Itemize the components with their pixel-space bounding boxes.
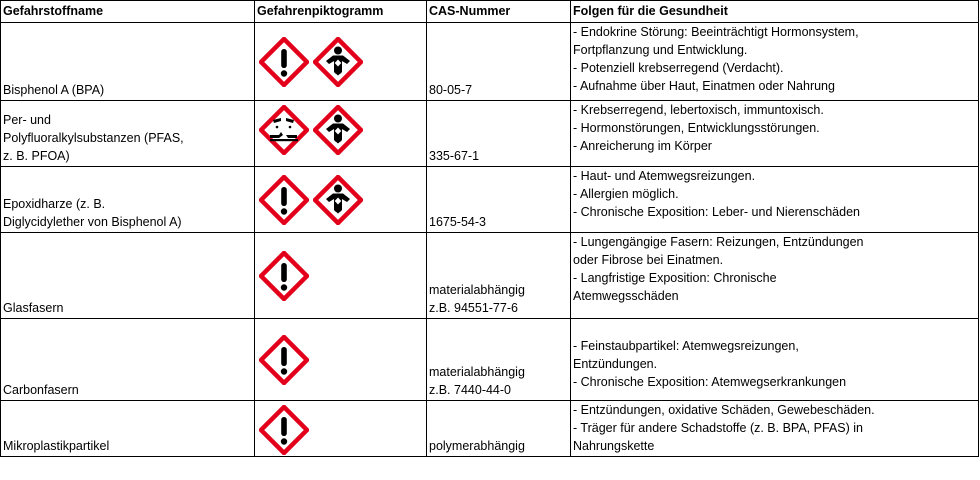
health-effect-line: - Entzündungen, oxidative Schäden, Gewebeschäden.	[573, 403, 875, 417]
health-effect-line: Entzündungen.	[573, 357, 658, 371]
exclamation-mark-icon	[259, 335, 309, 385]
hazard-name-line: z. B. PFOA)	[3, 149, 70, 163]
cas-number-cell[interactable]	[427, 167, 571, 233]
health-effect-line: Atemwegsschäden	[573, 289, 679, 303]
cas-number-line: 335-67-1	[429, 149, 480, 163]
exclamation-mark-icon	[259, 37, 309, 87]
pictogram-group	[259, 175, 363, 225]
health-effect-line: - Potenziell krebserregend (Verdacht).	[573, 61, 784, 75]
health-effect-line: - Hormonstörungen, Entwicklungsstörungen.	[573, 121, 820, 135]
hazard-name-line: Epoxidharze (z. B.	[3, 197, 106, 211]
pictogram-cell[interactable]	[255, 401, 427, 457]
pictogram-cell[interactable]	[255, 319, 427, 401]
cas-number-cell[interactable]	[427, 233, 571, 319]
hazard-name-cell[interactable]	[1, 401, 255, 457]
header-hazard-name[interactable]: Gefahrstoffname	[1, 1, 255, 23]
health-effect-line: - Allergien möglich.	[573, 187, 679, 201]
health-effect-line: - Anreicherung im Körper	[573, 139, 712, 153]
cas-number-line: polymerabhängig	[429, 439, 525, 453]
health-effect-line: - Langfristige Exposition: Chronische	[573, 271, 777, 285]
table-row	[1, 401, 979, 457]
health-hazard-icon	[313, 105, 363, 155]
table-row	[1, 233, 979, 319]
hazard-name-line: Mikroplastikpartikel	[3, 439, 110, 453]
health-effect-line: Fortpflanzung und Entwicklung.	[573, 43, 748, 57]
cas-number-line: z.B. 94551-77-6	[429, 301, 518, 315]
pictogram-group	[259, 105, 363, 155]
exclamation-mark-icon	[259, 175, 309, 225]
cas-number-line: materialabhängig	[429, 283, 525, 297]
pictogram-group	[259, 335, 309, 385]
health-effect-line: - Aufnahme über Haut, Einatmen oder Nahrung	[573, 79, 835, 93]
health-effect-line: - Träger für andere Schadstoffe (z. B. BPA, PFAS) in	[573, 421, 863, 435]
hazard-name-line: Per- und	[3, 113, 51, 127]
hazard-name-cell[interactable]	[1, 23, 255, 101]
hazard-name-line: Bisphenol A (BPA)	[3, 83, 105, 97]
pictogram-cell[interactable]	[255, 101, 427, 167]
hazard-name-cell[interactable]	[1, 319, 255, 401]
header-pictogram[interactable]: Gefahrenpiktogramm	[255, 1, 427, 23]
header-row	[1, 1, 979, 23]
health-effect-line: - Haut- und Atemwegsreizungen.	[573, 169, 756, 183]
hazard-name-line: Glasfasern	[3, 301, 64, 315]
hazard-name-line: Carbonfasern	[3, 383, 79, 397]
health-effect-line: Nahrungskette	[573, 439, 655, 453]
health-effect-line: - Endokrine Störung: Beeinträchtigt Hormonsystem,	[573, 25, 859, 39]
cas-number-cell[interactable]	[427, 319, 571, 401]
health-effects-cell[interactable]	[571, 233, 979, 319]
health-effect-line: - Chronische Exposition: Leber- und Nierenschäden	[573, 205, 860, 219]
cas-number-line: 1675-54-3	[429, 215, 486, 229]
cas-number-cell[interactable]	[427, 401, 571, 457]
health-effect-line: - Krebserregend, lebertoxisch, immuntoxisch.	[573, 103, 824, 117]
pictogram-group	[259, 37, 363, 87]
hazard-name-line: Polyfluoralkylsubstanzen (PFAS,	[3, 131, 184, 145]
table-row	[1, 319, 979, 401]
pictogram-cell[interactable]	[255, 233, 427, 319]
header-cas-number[interactable]: CAS-Nummer	[427, 1, 571, 23]
health-effect-line: - Lungengängige Fasern: Reizungen, Entzündungen	[573, 235, 864, 249]
health-effect-line	[573, 319, 978, 337]
health-effects-cell[interactable]	[571, 401, 979, 457]
hazard-name-cell[interactable]	[1, 233, 255, 319]
health-effect-line: oder Fibrose bei Einatmen.	[573, 253, 724, 267]
hazard-name-line: Diglycidylether von Bisphenol A)	[3, 215, 182, 229]
pictogram-cell[interactable]	[255, 167, 427, 233]
health-hazard-icon	[313, 175, 363, 225]
corrosion-icon	[259, 105, 309, 155]
cas-number-line: z.B. 7440-44-0	[429, 383, 511, 397]
table-row	[1, 23, 979, 101]
health-effect-line: - Chronische Exposition: Atemwegserkrankungen	[573, 375, 847, 389]
header-health-effects[interactable]: Folgen für die Gesundheit	[571, 1, 979, 23]
health-effects-cell[interactable]	[571, 319, 979, 401]
hazard-name-cell[interactable]	[1, 167, 255, 233]
hazard-name-cell[interactable]	[1, 101, 255, 167]
cas-number-cell[interactable]	[427, 101, 571, 167]
health-hazard-icon	[313, 37, 363, 87]
table-row	[1, 167, 979, 233]
cas-number-cell[interactable]	[427, 23, 571, 101]
cas-number-line: 80-05-7	[429, 83, 473, 97]
pictogram-cell[interactable]	[255, 23, 427, 101]
health-effects-cell[interactable]	[571, 167, 979, 233]
cas-number-line: materialabhängig	[429, 365, 525, 379]
health-effects-cell[interactable]	[571, 23, 979, 101]
exclamation-mark-icon	[259, 405, 309, 455]
pictogram-group	[259, 405, 309, 455]
table-row	[1, 101, 979, 167]
exclamation-mark-icon	[259, 251, 309, 301]
pictogram-group	[259, 251, 309, 301]
health-effect-line: - Feinstaubpartikel: Atemwegsreizungen,	[573, 339, 799, 353]
health-effects-cell[interactable]	[571, 101, 979, 167]
